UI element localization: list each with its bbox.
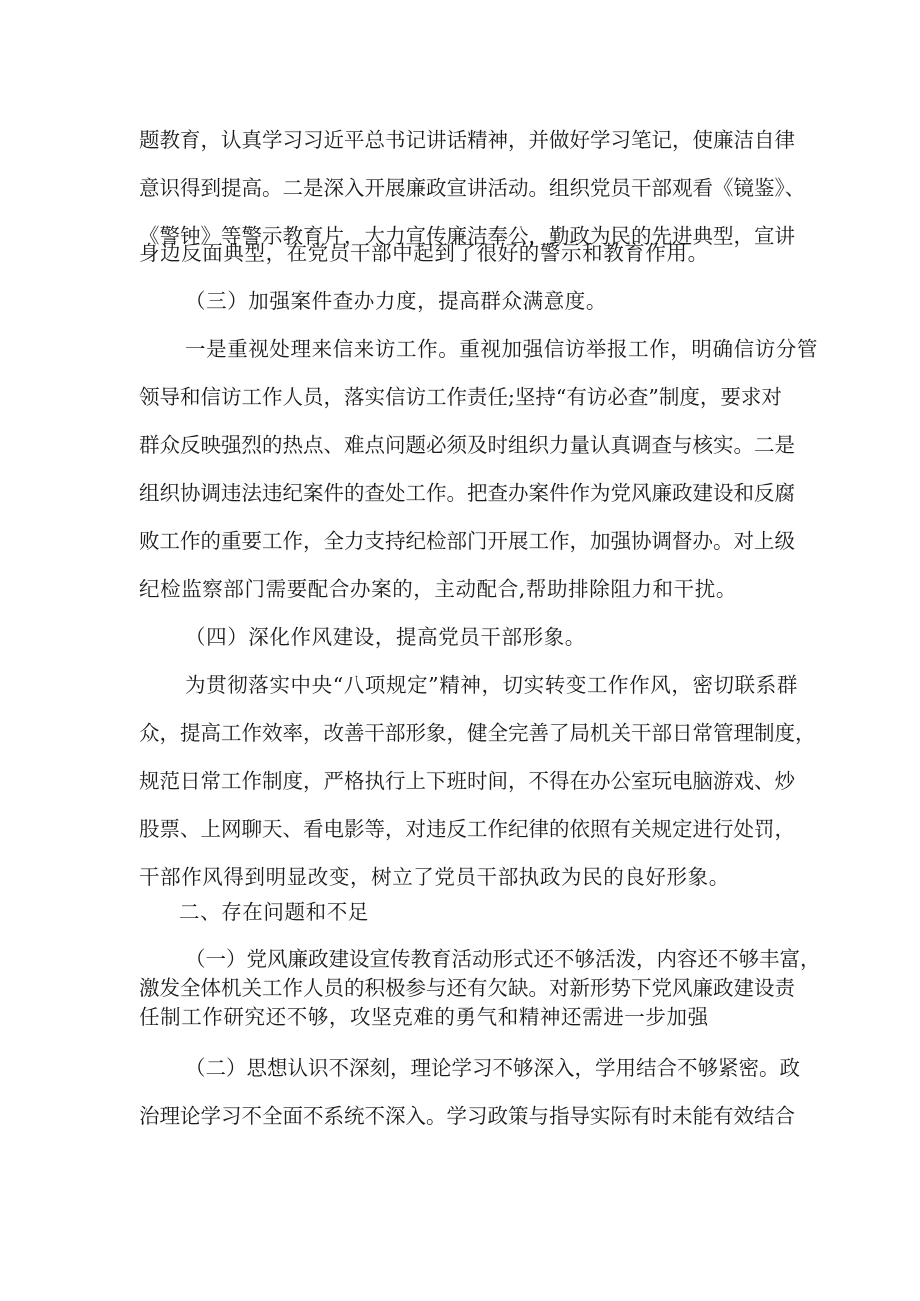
paragraph-line-first: （一）党风廉政建设宣传教育活动形式还不够活泼，内容还不够丰富， [185,947,821,971]
paragraph-line: 领导和信访工作人员，落实信访工作责任;坚持“有访必查”制度，要求对 [139,385,782,409]
paragraph-line-first: 一是重视处理来信来访工作。重视加强信访举报工作，明确信访分管 [185,337,818,361]
paragraph-line-first: 为贯彻落实中央“八项规定”精神，切实转变工作作风，密切联系群 [185,673,798,697]
paragraph-line: 股票、上网聊天、看电影等，对违反工作纪律的依照有关规定进行处罚， [139,817,795,841]
paragraph-line: 身边反面典型，在党员干部中起到了很好的警示和教育作用。 [139,241,709,265]
paragraph-line-first: （二）思想认识不深刻，理论学习不够深入，学用结合不够紧密。政 [185,1056,800,1080]
chapter-heading: 二、存在问题和不足 [179,900,369,924]
paragraph-line: 任制工作研究还不够，攻坚克难的勇气和精神还需进一步加强 [139,1005,709,1029]
paragraph-line: 纪检监察部门需要配合办案的，主动配合,帮助排除阻力和干扰。 [139,577,737,601]
paragraph-line: 组织协调违法违纪案件的查处工作。把查办案件作为党风廉政建设和反腐 [139,481,795,505]
paragraph-line: 众，提高工作效率，改善干部形象，健全完善了局机关干部日常管理制度， [139,721,816,745]
paragraph-line: 规范日常工作制度，严格执行上下班时间，不得在办公室玩电脑游戏、炒 [139,769,795,793]
paragraph-line: 干部作风得到明显改变，树立了党员干部执政为民的良好形象。 [139,865,730,889]
paragraph-line: 激发全体机关工作人员的积极参与还有欠缺。对新形势下党风廉政建设责 [139,976,795,1000]
paragraph-line: 败工作的重要工作，全力支持纪检部门开展工作，加强协调督办。对上级 [139,529,795,553]
paragraph-line: 意识得到提高。二是深入开展廉政宣讲活动。组织党员干部观看《镜鉴》、 [139,176,806,200]
paragraph-line: 题教育，认真学习习近平总书记讲话精神，并做好学习笔记，使廉洁自律 [139,128,795,152]
section-heading-3: （三）加强案件查办力度，提高群众满意度。 [185,289,607,313]
paragraph-line: 《警钟》等警示教育片，大力宣传廉洁奉公，勤政为民的先进典型，宣讲 [139,224,795,248]
paragraph-line: 治理论学习不全面不系统不深入。学习政策与指导实际有时未能有效结合 [139,1104,795,1128]
section-heading-4: （四）深化作风建设，提高党员干部形象。 [185,625,586,649]
paragraph-line: 群众反映强烈的热点、难点问题必须及时组织力量认真调查与核实。二是 [139,433,795,457]
